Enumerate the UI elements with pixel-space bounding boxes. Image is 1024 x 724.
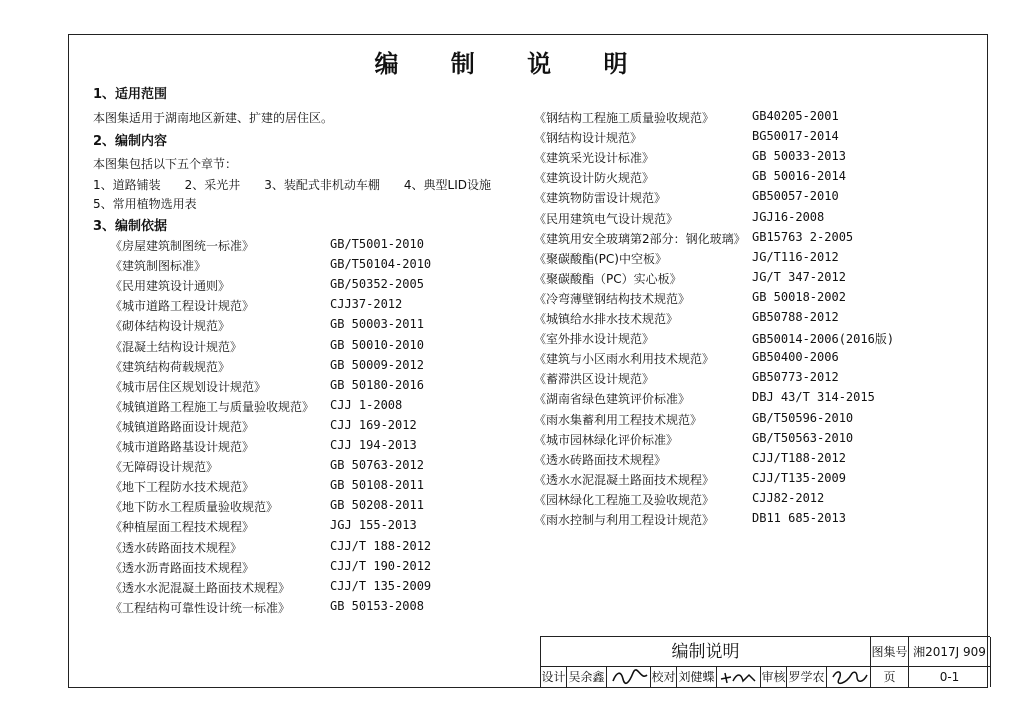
reference-code: DBJ 43/T 314-2015 bbox=[752, 390, 875, 405]
reference-name: 《建筑制图标准》 bbox=[110, 259, 207, 274]
designer-signature-mark bbox=[607, 667, 651, 687]
reference-name: 《种植屋面工程技术规程》 bbox=[110, 520, 255, 535]
reference-code: CJJ/T 135-2009 bbox=[330, 578, 432, 593]
reference-name: 《冷弯薄壁钢结构技术规范》 bbox=[534, 291, 691, 306]
reference-name: 《无障碍设计规范》 bbox=[110, 460, 219, 475]
reference-code: GB 50016-2014 bbox=[752, 169, 846, 184]
title-block bbox=[540, 636, 990, 688]
reference-code: JG/T116-2012 bbox=[752, 249, 839, 264]
check-label: 校对 bbox=[651, 667, 677, 687]
reference-code: GB 50108-2011 bbox=[330, 478, 424, 493]
reviewer-signature-mark bbox=[827, 667, 871, 687]
reference-code: CJJ 194-2013 bbox=[330, 438, 417, 452]
section-heading-content: 2、编制内容 bbox=[93, 134, 168, 149]
reference-code: GB 50153-2008 bbox=[330, 598, 424, 613]
reference-code: JG/T 347-2012 bbox=[752, 269, 846, 284]
designer-name: 吴余鑫 bbox=[567, 667, 607, 687]
reference-code: CJJ/T135-2009 bbox=[752, 470, 846, 485]
reference-name: 《城市道路工程设计规范》 bbox=[110, 299, 255, 314]
reference-name: 《钢结构设计规范》 bbox=[534, 131, 643, 146]
reference-code: GB/T50104-2010 bbox=[330, 257, 432, 272]
reference-code: GB 50763-2012 bbox=[330, 458, 424, 473]
section-heading-basis: 3、编制依据 bbox=[93, 219, 168, 234]
reference-name: 《园林绿化工程施工及验收规范》 bbox=[534, 492, 715, 507]
chapter-list-line-1: 1、道路铺装 2、采光井 3、装配式非机动车棚 4、典型LID设施 bbox=[93, 178, 492, 192]
reference-code: GB50014-2006(2016版) bbox=[752, 332, 895, 347]
reference-code: GB 50010-2010 bbox=[330, 337, 424, 352]
reference-code: CJJ82-2012 bbox=[752, 490, 825, 505]
atlas-number-label: 图集号 bbox=[871, 637, 909, 667]
review-label: 审核 bbox=[761, 667, 787, 687]
design-label: 设计 bbox=[541, 667, 567, 687]
reviewer-name: 罗学农 bbox=[787, 667, 827, 687]
reference-code: CJJ/T 188-2012 bbox=[330, 538, 432, 553]
reference-code: GB 50208-2011 bbox=[330, 498, 424, 513]
reference-code: CJJ 169-2012 bbox=[330, 417, 417, 432]
reference-code: CJJ37-2012 bbox=[330, 297, 403, 312]
page-label: 页 bbox=[871, 667, 909, 687]
reference-name: 《城市园林绿化评价标准》 bbox=[534, 432, 679, 447]
reference-code: GB/T5001-2010 bbox=[330, 237, 424, 251]
reference-name: 《房屋建筑制图统一标准》 bbox=[110, 239, 255, 253]
reference-name: 《钢结构工程施工质量验收规范》 bbox=[534, 111, 715, 125]
reference-code: GB50400-2006 bbox=[752, 350, 839, 365]
checker-name: 刘健蝶 bbox=[677, 667, 717, 687]
reference-code: GB/T50563-2010 bbox=[752, 430, 854, 445]
reference-code: GB15763 2-2005 bbox=[752, 229, 854, 244]
reference-code: GB 50018-2002 bbox=[752, 289, 846, 304]
reference-code: CJJ/T188-2012 bbox=[752, 450, 846, 465]
reference-name: 《雨水控制与利用工程设计规范》 bbox=[534, 513, 715, 527]
checker-signature-mark bbox=[717, 667, 761, 687]
page-title: 编 制 说 明 bbox=[374, 50, 650, 78]
reference-name: 《透水水泥混凝土路面技术规程》 bbox=[534, 472, 715, 487]
reference-name: 《建筑与小区雨水利用技术规范》 bbox=[534, 352, 715, 367]
signature-row bbox=[541, 667, 991, 687]
reference-code: JGJ16-2008 bbox=[752, 209, 825, 224]
chapter-list-line-2: 5、常用植物选用表 bbox=[93, 197, 197, 211]
checker-signature bbox=[717, 667, 761, 687]
reference-name: 《城镇道路工程施工与质量验收规范》 bbox=[110, 399, 315, 414]
reference-name: 《建筑设计防火规范》 bbox=[534, 171, 655, 186]
reference-name: 《建筑物防雷设计规范》 bbox=[534, 191, 667, 206]
reference-name: 《湖南省绿色建筑评价标准》 bbox=[534, 392, 691, 407]
reference-code: GB/T50596-2010 bbox=[752, 410, 854, 425]
reference-name: 《建筑用安全玻璃第2部分：钢化玻璃》 bbox=[534, 231, 746, 246]
reference-name: 《透水沥青路面技术规程》 bbox=[110, 560, 255, 575]
reference-code: DB11 685-2013 bbox=[752, 511, 846, 525]
reference-name: 《雨水集蓄利用工程技术规范》 bbox=[534, 412, 703, 427]
reference-code: GB50773-2012 bbox=[752, 370, 839, 385]
reference-name: 《透水砖路面技术规程》 bbox=[110, 540, 243, 555]
reviewer-signature bbox=[827, 667, 871, 687]
reference-code: CJJ 1-2008 bbox=[330, 397, 403, 412]
reference-name: 《砌体结构设计规范》 bbox=[110, 319, 231, 334]
reference-code: GB 50009-2012 bbox=[330, 357, 424, 372]
reference-code: GB50057-2010 bbox=[752, 189, 839, 204]
scope-text: 本图集适用于湖南地区新建、扩建的居住区。 bbox=[93, 111, 334, 125]
reference-code: GB50788-2012 bbox=[752, 310, 839, 324]
atlas-number: 湘2017J 909 bbox=[909, 637, 991, 667]
content-intro-text: 本图集包括以下五个章节： bbox=[93, 157, 238, 171]
reference-name: 《城市道路路基设计规范》 bbox=[110, 440, 255, 454]
reference-name: 《建筑采光设计标准》 bbox=[534, 151, 655, 166]
reference-code: GB40205-2001 bbox=[752, 109, 839, 123]
reference-name: 《透水砖路面技术规程》 bbox=[534, 452, 667, 467]
reference-code: GB 50180-2016 bbox=[330, 377, 424, 392]
reference-name: 《民用建筑电气设计规范》 bbox=[534, 211, 679, 226]
reference-name: 《聚碳酸酯(PC)中空板》 bbox=[534, 251, 667, 266]
reference-code: BG50017-2014 bbox=[752, 129, 839, 144]
reference-code: CJJ/T 190-2012 bbox=[330, 558, 432, 573]
reference-name: 《室外排水设计规范》 bbox=[534, 332, 655, 347]
reference-name: 《混凝土结构设计规范》 bbox=[110, 339, 243, 354]
reference-name: 《城镇道路路面设计规范》 bbox=[110, 419, 255, 434]
reference-code: GB/50352-2005 bbox=[330, 277, 424, 292]
reference-code: JGJ 155-2013 bbox=[330, 518, 417, 533]
reference-name: 《蓄滞洪区设计规范》 bbox=[534, 372, 655, 387]
reference-name: 《建筑结构荷载规范》 bbox=[110, 359, 231, 374]
reference-name: 《民用建筑设计通则》 bbox=[110, 279, 231, 294]
drawing-title: 编制说明 bbox=[541, 637, 871, 667]
page-number: 0-1 bbox=[909, 667, 991, 687]
designer-signature bbox=[607, 667, 651, 687]
reference-code: GB 50033-2013 bbox=[752, 149, 846, 164]
reference-code: GB 50003-2011 bbox=[330, 317, 424, 332]
reference-name: 《地下工程防水技术规范》 bbox=[110, 480, 255, 495]
reference-name: 《地下防水工程质量验收规范》 bbox=[110, 500, 279, 515]
reference-name: 《工程结构可靠性设计统一标准》 bbox=[110, 600, 291, 615]
reference-name: 《聚碳酸酯（PC）实心板》 bbox=[534, 271, 682, 286]
reference-name: 《透水水泥混凝土路面技术规程》 bbox=[110, 580, 291, 595]
section-heading-scope: 1、适用范围 bbox=[93, 87, 168, 102]
reference-name: 《城市居住区规划设计规范》 bbox=[110, 379, 267, 394]
reference-name: 《城镇给水排水技术规范》 bbox=[534, 312, 679, 326]
